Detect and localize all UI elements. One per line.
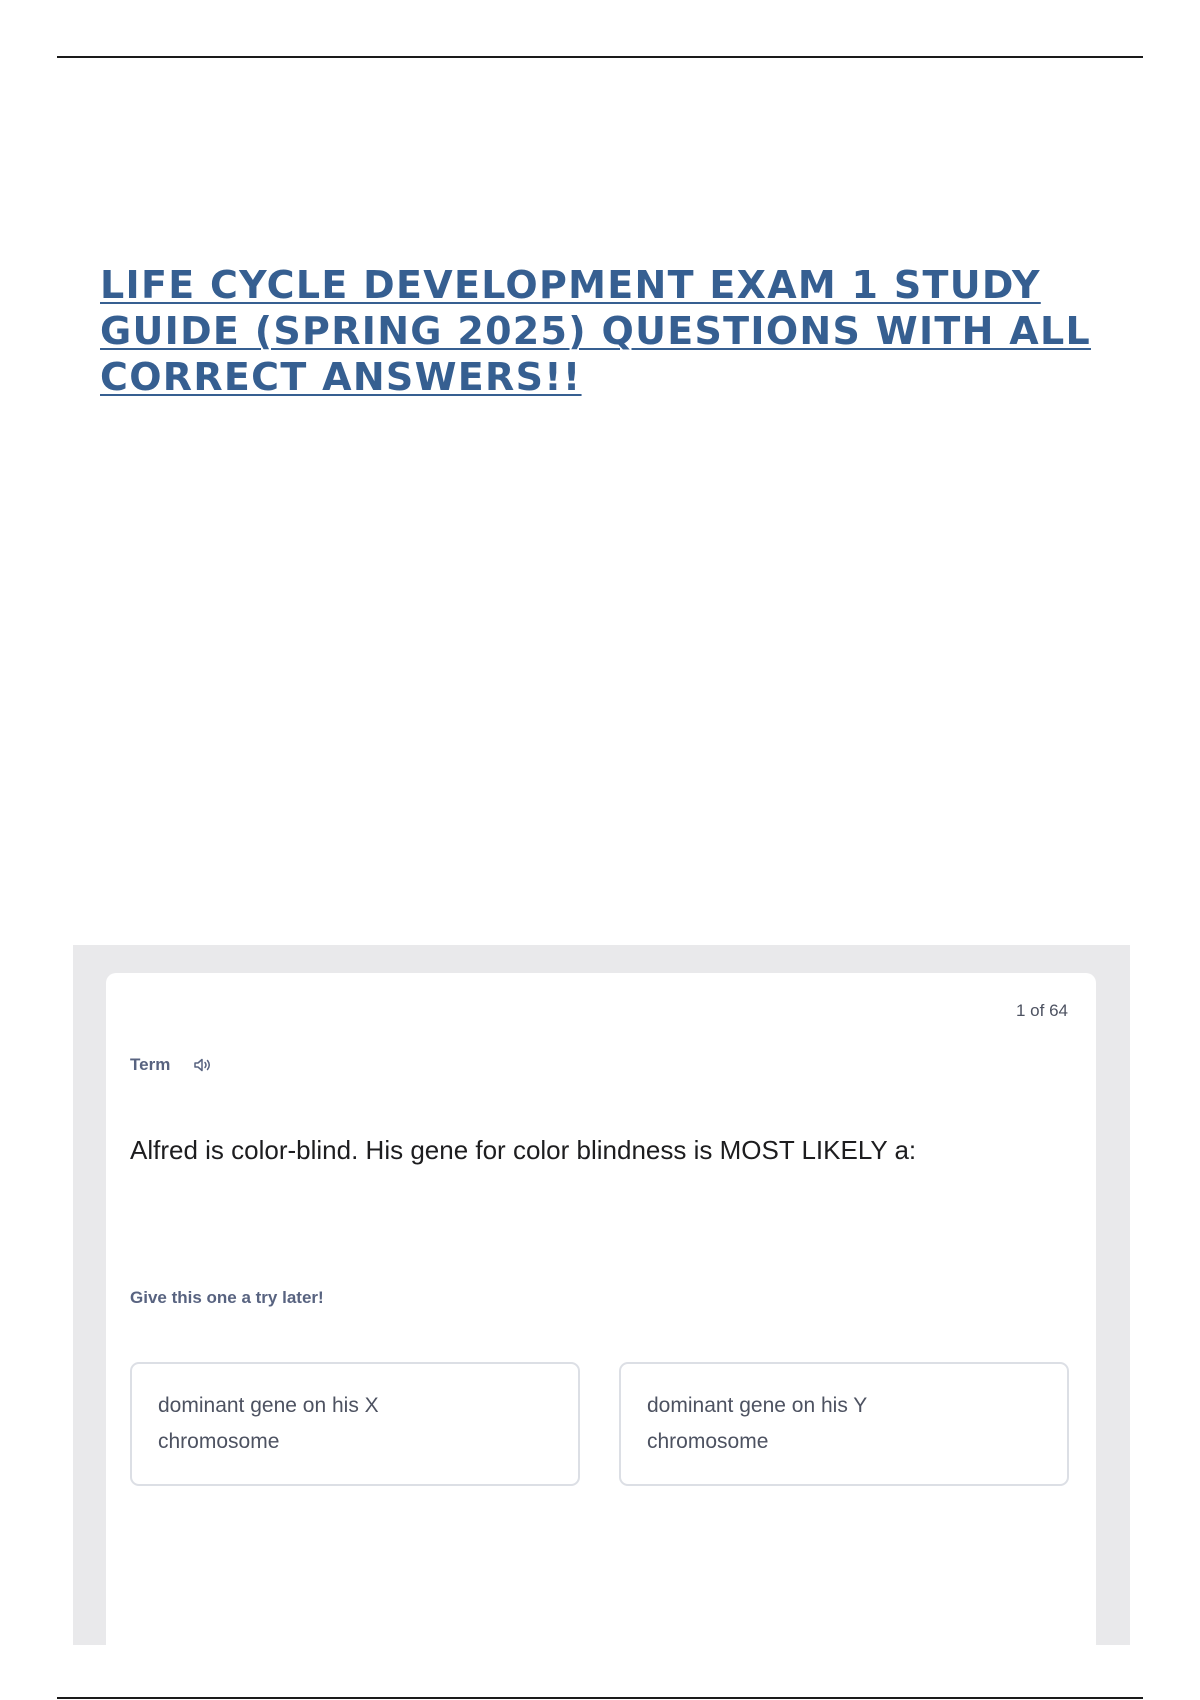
card-counter: 1 of 64 <box>1016 1001 1068 1020</box>
speaker-icon[interactable] <box>192 1056 214 1074</box>
term-header <box>130 1055 214 1075</box>
answer-option-label: dominant gene on his X chromosome <box>158 1394 379 1453</box>
flashcard-screenshot <box>73 945 1130 1645</box>
top-rule <box>57 56 1143 58</box>
term-label: Term <box>130 1055 171 1074</box>
document-title: LIFE CYCLE DEVELOPMENT EXAM 1 STUDY GUIDE (SPRING 2025) QUESTIONS WITH ALL CORRECT ANSWERS!! <box>100 263 1091 399</box>
answer-option-2[interactable] <box>619 1362 1069 1486</box>
answer-option-label: dominant gene on his Y chromosome <box>647 1394 867 1453</box>
flashcard <box>106 973 1096 1663</box>
answer-option-1[interactable] <box>130 1362 580 1486</box>
bottom-rule <box>57 1697 1143 1699</box>
question-text: Alfred is color-blind. His gene for color blindness is MOST LIKELY a: <box>130 1135 917 1165</box>
hint-text: Give this one a try later! <box>130 1288 324 1307</box>
